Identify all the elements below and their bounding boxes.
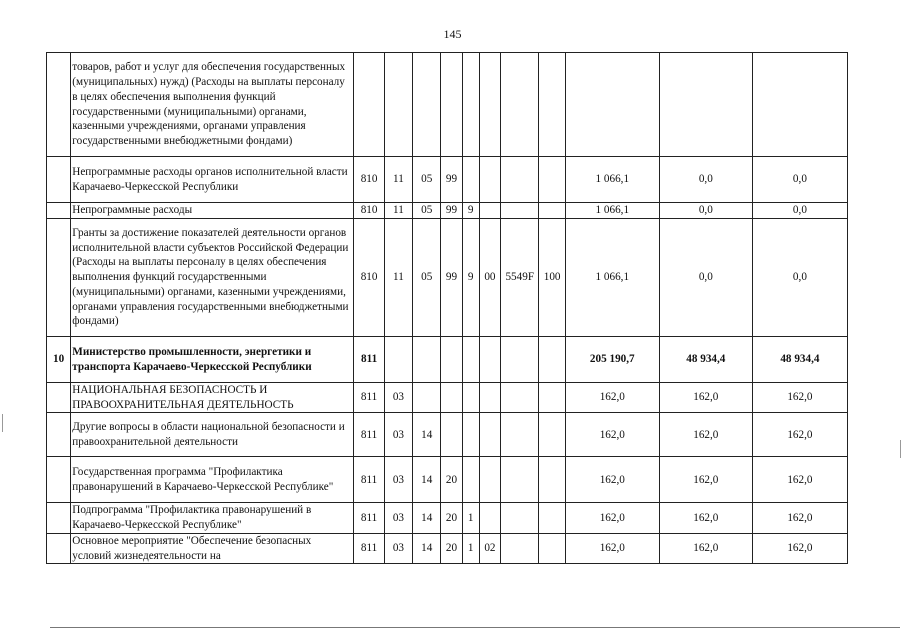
row-vr	[539, 503, 565, 533]
row-cs-direction	[501, 503, 539, 533]
row-sum-1: 162,0	[565, 383, 659, 413]
table-row	[47, 503, 848, 533]
row-ved: 811	[354, 413, 384, 457]
row-sum-3: 0,0	[752, 157, 847, 203]
row-cs-direction	[501, 457, 539, 503]
row-vr	[539, 383, 565, 413]
row-number	[47, 219, 71, 337]
row-ved: 811	[354, 457, 384, 503]
row-cs-program: 20	[441, 457, 462, 503]
row-number	[47, 53, 71, 157]
row-sum-3: 162,0	[752, 383, 847, 413]
row-number	[47, 157, 71, 203]
row-pr: 14	[413, 457, 441, 503]
row-cs-direction: 5549F	[501, 219, 539, 337]
row-rz: 03	[384, 383, 412, 413]
row-cs-subprogram	[462, 457, 479, 503]
table-row	[47, 53, 848, 157]
row-name: Государственная программа "Профилактика правонарушений в Карачаево-Черкесской Республике"	[71, 457, 354, 503]
row-name: Непрограммные расходы органов исполнительной власти Карачаево-Черкесской Республики	[71, 157, 354, 203]
row-sum-3: 162,0	[752, 533, 847, 563]
bottom-rule	[50, 627, 900, 628]
row-sum-3: 162,0	[752, 457, 847, 503]
row-cs-subprogram: 1	[462, 533, 479, 563]
row-cs-program	[441, 337, 462, 383]
row-sum-2: 162,0	[659, 503, 752, 533]
row-number	[47, 457, 71, 503]
row-vr	[539, 203, 565, 219]
row-pr	[413, 53, 441, 157]
row-sum-3: 162,0	[752, 413, 847, 457]
table-row	[47, 413, 848, 457]
row-cs-event	[479, 503, 500, 533]
row-ved	[354, 53, 384, 157]
row-cs-subprogram	[462, 383, 479, 413]
row-vr	[539, 337, 565, 383]
row-cs-program	[441, 383, 462, 413]
row-sum-2: 0,0	[659, 219, 752, 337]
row-cs-subprogram: 1	[462, 503, 479, 533]
row-vr	[539, 157, 565, 203]
row-cs-event: 02	[479, 533, 500, 563]
row-pr: 05	[413, 157, 441, 203]
row-sum-2: 0,0	[659, 157, 752, 203]
row-vr: 100	[539, 219, 565, 337]
row-sum-3: 0,0	[752, 219, 847, 337]
row-number: 10	[47, 337, 71, 383]
row-ved: 811	[354, 503, 384, 533]
row-name: Основное мероприятие "Обеспечение безопасных условий жизнедеятельности на	[71, 533, 354, 563]
row-cs-event	[479, 413, 500, 457]
row-pr: 05	[413, 203, 441, 219]
row-name: Другие вопросы в области национальной безопасности и правоохранительной деятельности	[71, 413, 354, 457]
row-cs-program: 20	[441, 503, 462, 533]
row-rz: 11	[384, 219, 412, 337]
table-row	[47, 383, 848, 413]
row-ved: 810	[354, 157, 384, 203]
row-cs-event	[479, 337, 500, 383]
row-name: Гранты за достижение показателей деятельности органов исполнительной власти субъектов Российской Федерации (Расходы на выплаты персоналу в целях обеспечения выполнения функций государственными (муниципальными) органами, казенными учреждениями, органами управления государственными внебюджетными фондами)	[71, 219, 354, 337]
row-name: НАЦИОНАЛЬНАЯ БЕЗОПАСНОСТЬ И ПРАВООХРАНИТЕЛЬНАЯ ДЕЯТЕЛЬНОСТЬ	[71, 383, 354, 413]
row-ved: 811	[354, 337, 384, 383]
row-cs-subprogram	[462, 413, 479, 457]
table-body	[47, 53, 848, 564]
scan-mark-left	[2, 414, 3, 432]
row-rz: 03	[384, 413, 412, 457]
row-sum-1: 162,0	[565, 413, 659, 457]
scan-mark-right	[900, 440, 901, 458]
row-name: Министерство промышленности, энергетики и транспорта Карачаево-Черкесской Республики	[71, 337, 354, 383]
row-cs-subprogram: 9	[462, 219, 479, 337]
row-sum-2: 0,0	[659, 203, 752, 219]
row-rz	[384, 53, 412, 157]
table-row	[47, 457, 848, 503]
row-sum-2: 48 934,4	[659, 337, 752, 383]
row-number	[47, 383, 71, 413]
row-cs-program	[441, 53, 462, 157]
table-row	[47, 203, 848, 219]
row-cs-direction	[501, 413, 539, 457]
row-vr	[539, 413, 565, 457]
row-vr	[539, 457, 565, 503]
row-sum-1: 162,0	[565, 533, 659, 563]
row-sum-2: 162,0	[659, 383, 752, 413]
row-number	[47, 203, 71, 219]
row-cs-event	[479, 203, 500, 219]
row-rz: 03	[384, 503, 412, 533]
row-cs-program: 99	[441, 219, 462, 337]
row-sum-2: 162,0	[659, 457, 752, 503]
row-sum-1: 1 066,1	[565, 157, 659, 203]
row-rz: 11	[384, 157, 412, 203]
row-rz: 03	[384, 533, 412, 563]
row-cs-direction	[501, 533, 539, 563]
row-cs-direction	[501, 337, 539, 383]
row-cs-subprogram: 9	[462, 203, 479, 219]
row-name: Непрограммные расходы	[71, 203, 354, 219]
row-sum-2	[659, 53, 752, 157]
row-sum-2: 162,0	[659, 413, 752, 457]
row-cs-direction	[501, 157, 539, 203]
row-cs-subprogram	[462, 53, 479, 157]
row-ved: 810	[354, 219, 384, 337]
table-row	[47, 219, 848, 337]
row-cs-program: 20	[441, 533, 462, 563]
row-rz	[384, 337, 412, 383]
row-cs-direction	[501, 383, 539, 413]
row-number	[47, 413, 71, 457]
row-pr: 05	[413, 219, 441, 337]
row-rz: 03	[384, 457, 412, 503]
row-sum-3: 162,0	[752, 503, 847, 533]
row-number	[47, 503, 71, 533]
table-row	[47, 337, 848, 383]
row-cs-program	[441, 413, 462, 457]
table-row	[47, 533, 848, 563]
row-pr	[413, 337, 441, 383]
page-number: 145	[443, 27, 462, 41]
row-name: товаров, работ и услуг для обеспечения государственных (муниципальных) нужд) (Расходы на выплаты персоналу в целях обеспечения выполнения функций государственными (муниципальными) органами, казенными учреждениями, органами управления государственными внебюджетными фондами)	[71, 53, 354, 157]
row-cs-direction	[501, 53, 539, 157]
row-cs-subprogram	[462, 337, 479, 383]
row-pr	[413, 383, 441, 413]
row-cs-program: 99	[441, 203, 462, 219]
row-sum-3: 0,0	[752, 203, 847, 219]
row-vr	[539, 533, 565, 563]
row-rz: 11	[384, 203, 412, 219]
row-ved: 811	[354, 533, 384, 563]
row-number	[47, 533, 71, 563]
row-cs-event: 00	[479, 219, 500, 337]
row-sum-1: 162,0	[565, 457, 659, 503]
row-cs-event	[479, 457, 500, 503]
row-cs-direction	[501, 203, 539, 219]
row-name: Подпрограмма "Профилактика правонарушений в Карачаево-Черкесской Республике"	[71, 503, 354, 533]
row-sum-1	[565, 53, 659, 157]
row-ved: 811	[354, 383, 384, 413]
budget-table	[46, 52, 848, 564]
row-cs-event	[479, 157, 500, 203]
row-pr: 14	[413, 413, 441, 457]
row-pr: 14	[413, 533, 441, 563]
row-sum-1: 205 190,7	[565, 337, 659, 383]
row-sum-1: 1 066,1	[565, 203, 659, 219]
row-ved: 810	[354, 203, 384, 219]
row-vr	[539, 53, 565, 157]
table-row	[47, 157, 848, 203]
row-sum-3	[752, 53, 847, 157]
row-sum-3: 48 934,4	[752, 337, 847, 383]
row-sum-1: 1 066,1	[565, 219, 659, 337]
row-cs-event	[479, 53, 500, 157]
row-cs-event	[479, 383, 500, 413]
row-pr: 14	[413, 503, 441, 533]
row-sum-2: 162,0	[659, 533, 752, 563]
row-cs-subprogram	[462, 157, 479, 203]
row-sum-1: 162,0	[565, 503, 659, 533]
row-cs-program: 99	[441, 157, 462, 203]
